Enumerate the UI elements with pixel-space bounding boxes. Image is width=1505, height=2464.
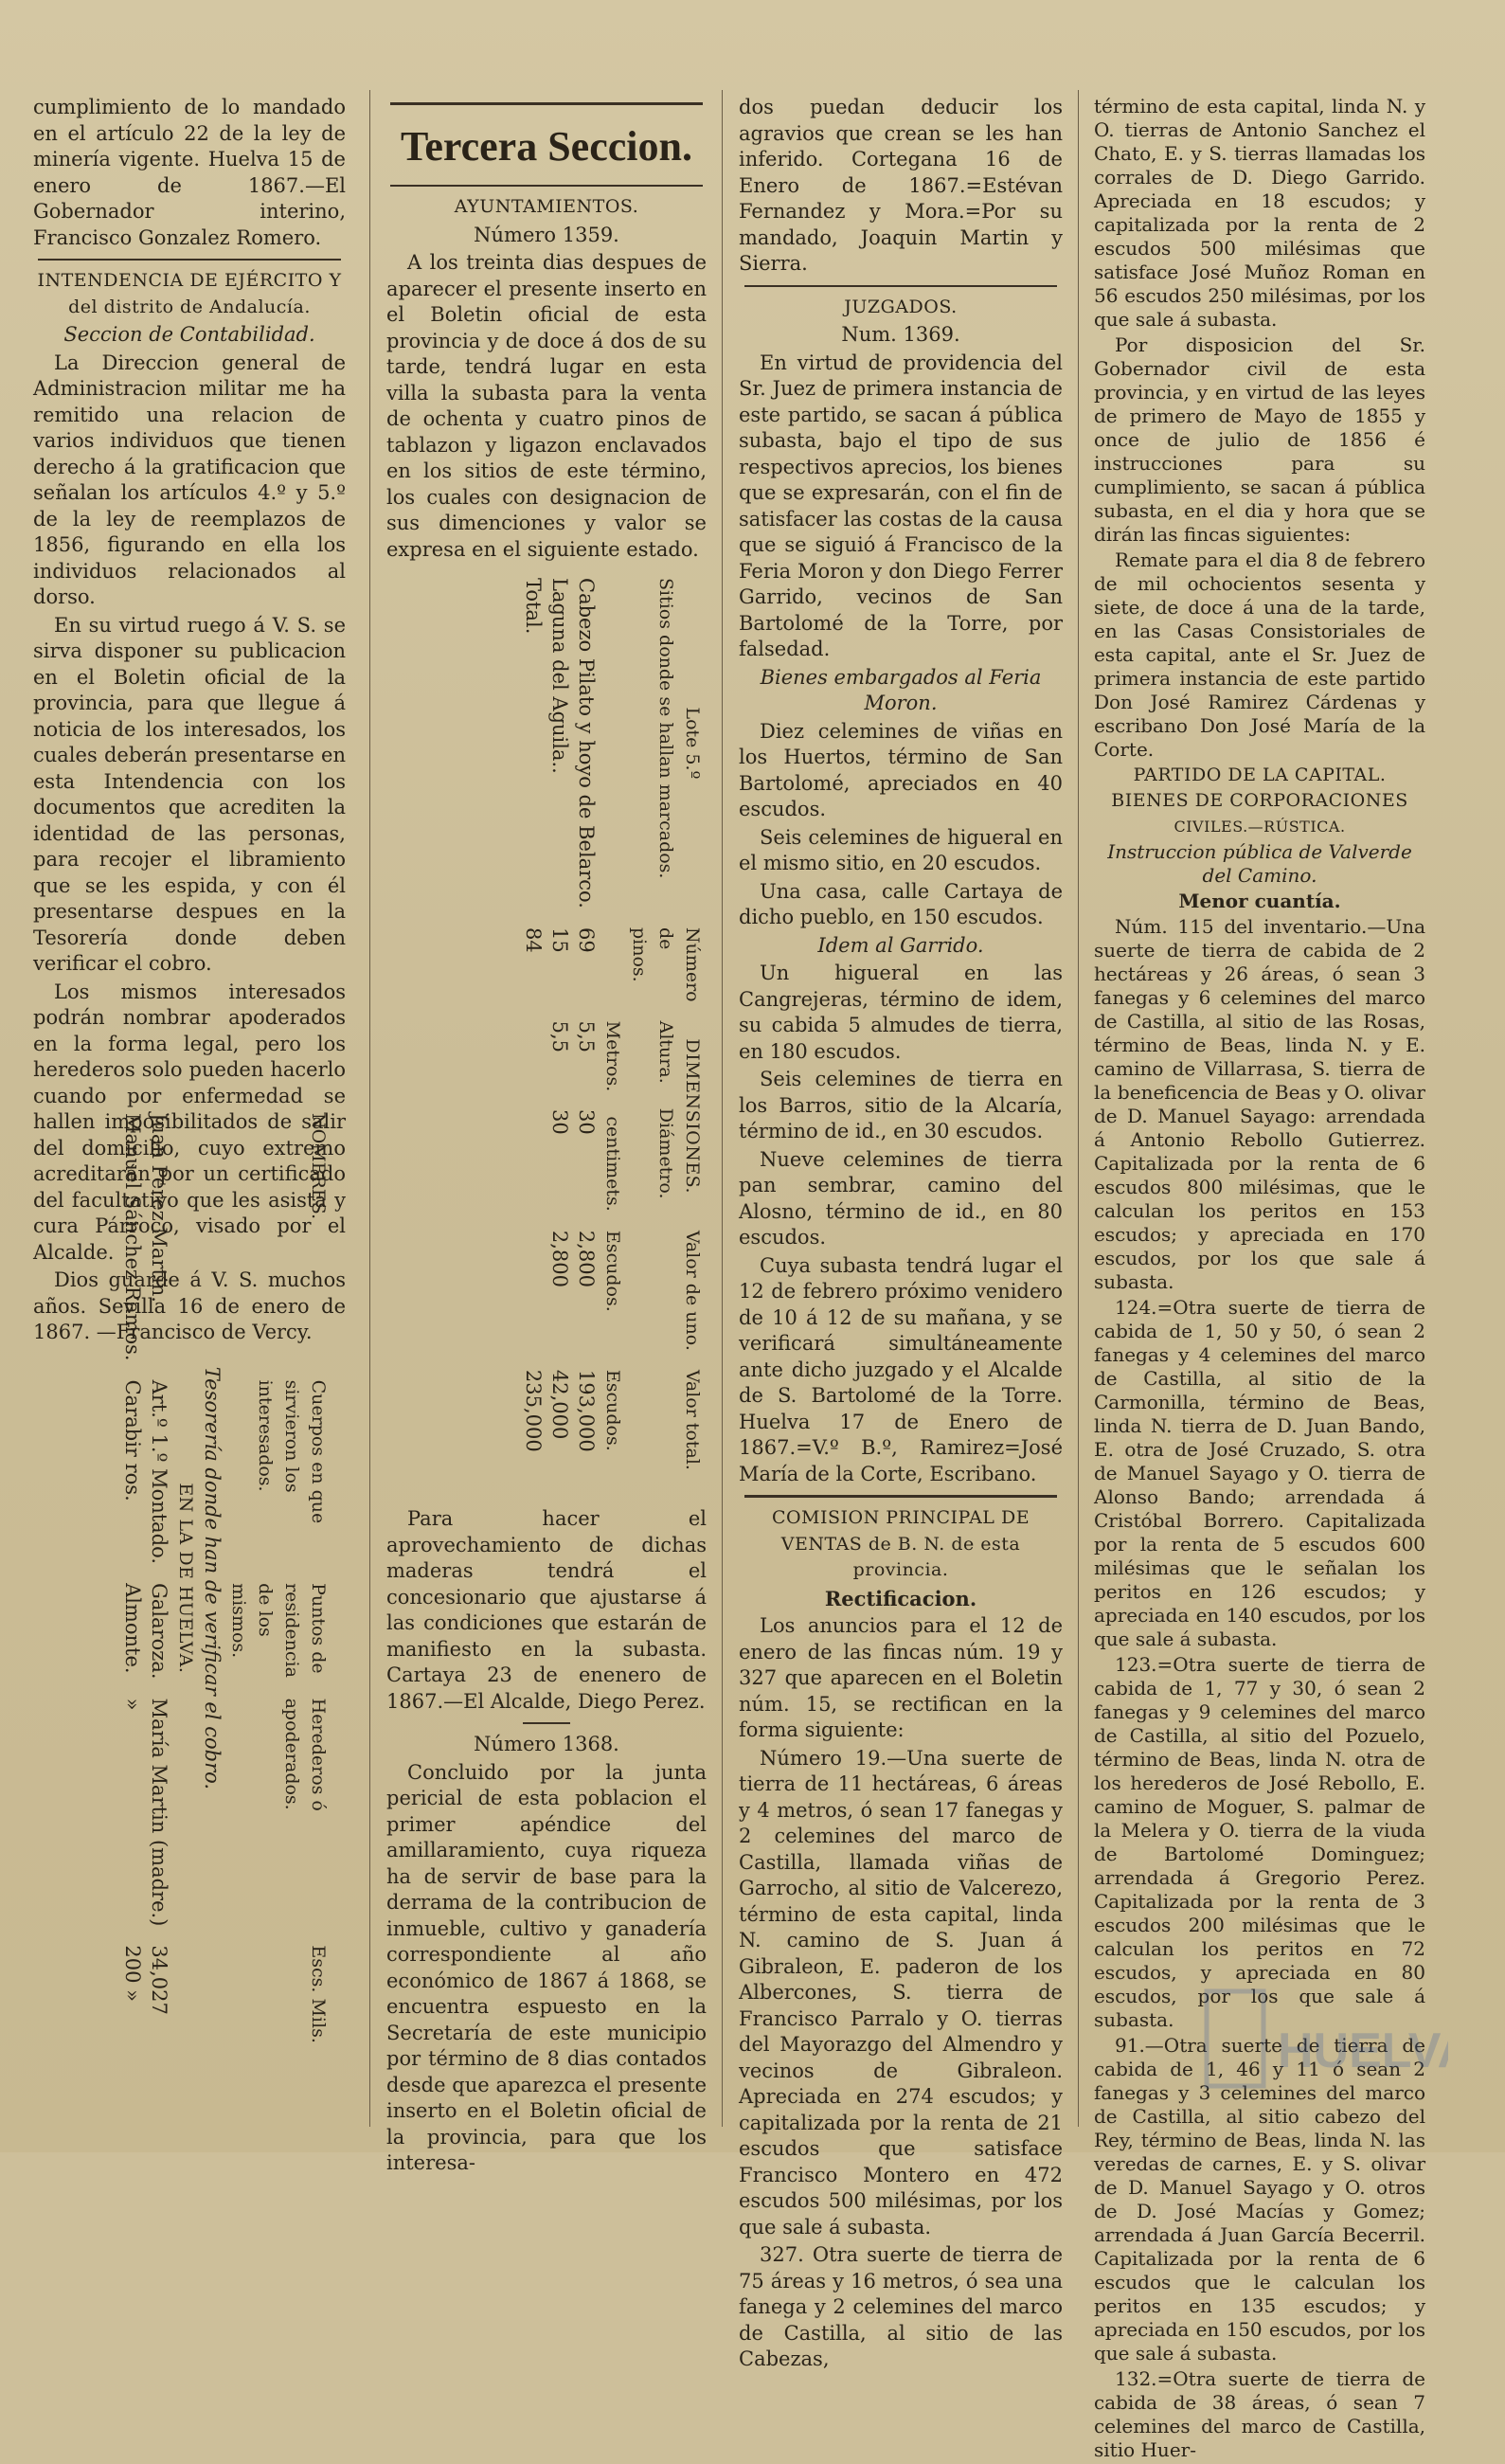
text-paragraph: Concluido por la junta pericial de esta poblacion el primer apéndice del amillaramiento, cuya riqueza ha de servir de base para la derrama de la contribucion de inmueble, cultivo y ganadería correspondiente al año económico de 1867 á 1868, se encuentra espuesto en la Secretaría de este municipio por término de 8 dias contados desde que aparezca el presente inserto en el Boletin oficial de la provincia, para que los interesa- — [386, 1760, 707, 2174]
header-nombres: NOMBRES. — [308, 1113, 329, 1220]
recipients-table — [119, 1104, 331, 2043]
section-heading: CIVILES.—RÚSTICA. — [1174, 818, 1346, 836]
column-divider — [1078, 90, 1079, 2127]
column-divider — [722, 90, 723, 2127]
cell-heredero: María Martin (madre.) — [148, 1698, 170, 1927]
section-title: Tercera Seccion. — [401, 123, 692, 170]
text-paragraph: Cuya subasta tendrá lugar el 12 de febrero próximo venidero de 10 á 12 de su mañana, y se verificará simultáneamente ante dicho juzgado y el Alcalde de S. Bartolomé de la Torre. Huelva 17 de Enero de 1867.=V.º B.º, Ramirez=José María de la Corte, Escribano. — [739, 1253, 1063, 1485]
divider — [390, 102, 703, 105]
text-paragraph: 91.—Otra suerte de tierra de cabida de 1, 46 y 11 ó sean 2 fanegas y 3 celemines del marco de Castilla, al sitio cabezo del Rey, término de Beas, linda N. las veredas de carnes, E. y S. olivar de D. Manuel Sayago y O. otros de D. José Macías y Gomez; arrendada á Juan García Becerril. Capitalizada por la renta de 6 escudos que le calculan los peritos en 135 escudos; y apreciada en 150 escudos, por los que sale á subasta. — [1094, 2034, 1425, 2365]
cell-num: 15 — [548, 926, 571, 953]
text-paragraph: Diez celemines de viñas en los Huertos, término de San Bartolomé, apreciados en 40 escudos. — [739, 719, 1063, 820]
cell-num: 69 — [575, 926, 598, 953]
text-paragraph: Los anuncios para el 12 de enero de las fincas núm. 19 y 327 que aparecen en el Boletin núm. 15, se rectifican en la forma siguiente: — [739, 1614, 1063, 1741]
text-paragraph: Dios guarde á V. S. muchos años. Sevilla 16 de enero de 1867. —Francisco de Vercy. — [33, 1268, 346, 1343]
table-row-total — [520, 568, 546, 1480]
table-row — [573, 568, 600, 1480]
cell-punto: Galaroza. — [148, 1583, 170, 1680]
table-row — [119, 1104, 146, 2053]
cell-alt: 5,5 — [548, 1020, 571, 1053]
diametro-label: Diámetro. — [655, 1107, 676, 1199]
cell-valor: 200 » — [121, 1945, 144, 2002]
subheading: Rectificacion. — [824, 1586, 977, 1610]
header-herederos: Herederos ó apoderados. — [281, 1698, 329, 1811]
table-subheading: Tesorería donde han de verificar el cobro. — [201, 1366, 224, 1790]
text-paragraph: Para hacer el aprovechamiento de dichas maderas tendrá el concesionario que ajustarse á las condiciones que estarán de manifiesto en la subasta. Cartaya 23 de enenero de 1867.—El Alcalde, Diego Perez. — [386, 1507, 707, 1713]
header-sitios-label: Sitios donde se hallan marcados. — [655, 578, 676, 879]
cell-punto: Almonte. — [121, 1583, 144, 1674]
section-subheading: Seccion de Contabilidad. — [63, 323, 315, 346]
section-heading: COMISION PRINCIPAL DE VENTAS de B. N. de esta provincia. — [771, 1507, 1030, 1580]
text-paragraph: término de esta capital, linda N. y O. tierras de Antonio Sanchez el Chato, E. y S. tierras llamadas los corrales de D. Diego Garrido. Apreciada en 18 escudos; y capitalizada por la renta de 2 escudos 500 milésimas que satisface José Muñoz Roman en 56 escudos 250 milésimas, por los que sale á subasta. — [1094, 95, 1425, 331]
text-paragraph: Por disposicion del Sr. Gobernador civil de esta provincia, y en virtud de las leyes de primero de Mayo de 1855 y once de julio de 1856 é instrucciones para su cumplimiento, se sacan á pública subasta, en el dia y hora que se dirán las fincas siguientes: — [1094, 333, 1425, 546]
cell-nombre: Juan Perez Martin. — [148, 1113, 170, 1303]
cell-diam: 30 — [575, 1109, 598, 1135]
cell-alt: 5,5 — [575, 1020, 598, 1053]
text-paragraph: A los treinta dias despues de aparecer el presente inserto en el Boletin oficial de esta provincia y de doce á dos de su tarde, tendrá lugar en esta villa la subasta para la venta de ochenta y cuatro pinos de tablazon y ligazon enclavados en los sitios de este término, los cuales con designacion de sus dimenciones y valor se expresa en el siguiente estado. — [386, 251, 707, 561]
section-heading: AYUNTAMIENTOS. — [454, 196, 639, 217]
text-paragraph: 124.=Otra suerte de tierra de cabida de 1, 50 y 50, ó sean 2 fanegas y 4 celemines del marco de Castilla, al sitio de la Carmonilla, término de Beas, linda N. tierra de D. Juan Bando, E. otra de José Cruzado, S. otra de Manuel Sayago y O. tierra de Alonso Bando; arrendada á Cristóbal Borrero. Capitalizada por la renta de 5 escudos 600 milésimas que le señalan los peritos en 126 escudos; y apreciada en 140 escudos, por los que sale á subasta. — [1094, 1296, 1425, 1650]
column-2-bottom — [386, 1506, 707, 2179]
subheading: Bienes embargados al Feria Moron. — [760, 665, 1042, 714]
cell-sitio: Cabezo Pilato y hoyo de Belarco. — [575, 578, 598, 908]
cell-heredero: » — [121, 1698, 144, 1711]
text-paragraph: dos puedan deducir los agravios que crean se les han inferido. Cortegana 16 de Enero de 1867.=Estévan Fernandez y Mora.=Por su mandado, Joaquin Martin y Sierra. — [739, 96, 1063, 275]
text-paragraph: Una casa, calle Cartaya de dicho pueblo, en 150 escudos. — [739, 879, 1063, 928]
text-paragraph: Número 19.—Una suerte de tierra de 11 hectáreas, 6 áreas y 4 metros, ó sean 17 fanegas y 2 celemines del marco de Castilla, llamada viñas de Garrocho, al sitio de Valcerezo, término de esta capital, linda N. camino de S. Juan á Gibraleon, E. paderon de los Albercones, S. tierra de Francisco Parralo y O. tierras del Mayorazgo del Almendro y vecinos de Gibraleon. Apreciada en 274 escudos; y capitalizada por la renta de 21 escudos que satisface Francisco Montero en 472 escudos 500 milésimas, por los que sale á subasta. — [739, 1746, 1063, 2239]
divider — [390, 185, 703, 187]
unit-escudos: Escudos. — [602, 1369, 623, 1451]
cell-vu: 2,800 — [548, 1230, 571, 1287]
notice-number: Número 1359. — [474, 223, 619, 246]
divider — [523, 1722, 570, 1724]
table-subheading: EN LA DE HUELVA. — [175, 1483, 196, 1674]
text-paragraph: Núm. 115 del inventario.—Una suerte de tierra de cabida de 2 hectáreas y 26 áreas, ó sean 3 fanegas y 6 celemines del marco de Castilla, al sitio de las Rosas, término de Beas, linda N. y E. camino de Villarrasa, S. tierra de la beneficencia de Beas y O. olivar de D. Manuel Sayago: arrendada á Antonio Rebollo Gutierrez. Capitalizada por la renta de 6 escudos 800 milésimas, que le calculan los peritos en 153 escudos; y apreciada en 170 escudos, por los que sale á subasta. — [1094, 915, 1425, 1293]
section-heading: PARTIDO DE LA CAPITAL. — [1133, 764, 1387, 785]
text-paragraph: La Direccion general de Administracion militar me ha remitido una relacion de varios individuos que tienen derecho á la gratificacion que señalan los artículos 4.º y 5.º de la ley de reemplazos de 1856, figurando en ella los individuos relacionados al dorso. — [33, 351, 346, 608]
section-heading: JUZGADOS. — [844, 296, 958, 317]
cell-valor: 34,027 — [148, 1945, 170, 2015]
cell-vt: 235,000 — [522, 1369, 545, 1452]
cell-vt: 193,000 — [575, 1369, 598, 1452]
unit-metros: Metros. — [602, 1020, 623, 1092]
text-paragraph: Nueve celemines de tierra pan sembrar, camino del Alosno, término de id., en 80 escudos. — [739, 1147, 1063, 1249]
text-paragraph: cumplimiento de lo mandado en el artículo 22 de la ley de minería vigente. Huelva 15 de enero de 1867.—El Gobernador interino, Francisco Gonzalez Romero. — [33, 96, 346, 249]
table-row — [146, 1104, 172, 2053]
header-dimensiones — [626, 1012, 706, 1221]
notice-number: Número 1368. — [474, 1733, 619, 1755]
header-cuerpos: Cuerpos en que sirvieron los interesados. — [255, 1379, 329, 1524]
lote-label: Lote 5.º — [682, 707, 703, 780]
cell-vu: 2,800 — [575, 1230, 598, 1287]
header-valor-total: Valor total. — [682, 1369, 703, 1470]
pinos-table — [520, 568, 706, 1470]
text-paragraph: 327. Otra suerte de tierra de 75 áreas y 16 metros, ó sea una fanega y 2 celemines del marco de Castilla, al sitio de las Cabezas, — [739, 2243, 1063, 2370]
text-paragraph: En virtud de providencia del Sr. Juez de primera instancia de este partido, se sacan á pública subasta, bajo el tipo de sus respectivos aprecios, los bienes que se expresarán, con el fin de satisfacer las costas de la causa que se siguió á Francisco de la Feria Moron y don Diego Ferrer Garrido, vecinos de San Bartolomé de la Torre, por falsedad. — [739, 351, 1063, 660]
subheading: Menor cuantía. — [1178, 890, 1341, 912]
column-2 — [386, 95, 707, 565]
dimensiones-label: DIMENSIONES. — [682, 1038, 703, 1195]
text-paragraph: Un higueral en las Cangrejeras, término de idem, su cabida 5 almudes de tierra, en 180 escudos. — [739, 962, 1063, 1063]
divider — [744, 285, 1057, 287]
cell-sitio: Total. — [522, 578, 545, 635]
header-sitios — [626, 568, 706, 918]
text-paragraph: Seis celemines de higueral en el mismo sitio, en 20 escudos. — [739, 825, 1063, 874]
text-paragraph: En su virtud ruego á V. S. se sirva disponer su publicacion en el Boletin oficial de la provincia, para que llegue á noticia de los interesados, los cuales deberán presentarse en esta Intendencia con los documentos que acrediten la identidad de las personas, para recojer el libramiento que se les espida, y con él presentarse despues en la Tesorería donde deben verificar el cobro. — [33, 613, 346, 975]
watermark-text: HUELV — [1278, 2023, 1438, 2078]
text-paragraph: Seis celemines de tierra en los Barros, sitio de la Alcaría, término de id., en 30 escudos. — [739, 1068, 1063, 1142]
altura-label: Altura. — [655, 1020, 676, 1084]
cell-diam: 30 — [548, 1109, 571, 1135]
text-paragraph: Remate para el dia 8 de febrero de mil ochocientos sesenta y siete, de doce á una de la tarde, en las Casas Consistoriales de esta capital, ante el Sr. Juez de primera instancia de este partido Don José Ramirez Cárdenas y escribano Don José María de la Corte. — [1094, 549, 1425, 761]
header-puntos: Puntos de residencia de los mismos. — [228, 1583, 329, 1678]
divider — [744, 1495, 1057, 1498]
header-valor-uno: Valor de uno. — [682, 1230, 703, 1351]
unit-cent: centimets. — [602, 1116, 623, 1212]
section-heading: BIENES DE CORPORACIONES — [1111, 790, 1408, 811]
cell-nombre: Manuel Sánchez Ramos. — [121, 1113, 144, 1361]
divider — [38, 259, 341, 261]
text-paragraph: 132.=Otra suerte de tierra de cabida de 38 áreas, ó sean 7 celemines del marco de Castilla, sitio Huer- — [1094, 2367, 1425, 2461]
cell-cuerpo: Carabir ros. — [121, 1379, 144, 1502]
subheading: Instruccion pública de Valverde del Camino. — [1107, 840, 1412, 887]
text-paragraph: Los mismos interesados podrán nombrar apoderados en la forma legal, pero los herederos solo pueden hacerlo cuando por enfermedad se hallen imposibilitados de salir del domicilio, cuyo extremo acreditarán por un certificado del facultativo que les asista y cura Párroco, visado por el Alcalde. — [33, 980, 346, 1264]
cell-cuerpo: Art.º 1.º Montado. — [148, 1379, 170, 1565]
subheading: Idem al Garrido. — [817, 933, 984, 957]
column-divider — [369, 90, 370, 2127]
notice-number: Num. 1369. — [841, 323, 960, 346]
table-row — [546, 568, 573, 1480]
cell-num: 84 — [522, 926, 545, 953]
header-escudos: Escs. Mils. — [308, 1945, 329, 2043]
watermark-logo-icon — [1202, 1982, 1448, 2095]
cell-sitio: Laguna del Aguila.. — [548, 578, 571, 774]
section-heading: INTENDENCIA DE EJÉRCITO Y del distrito de Andalucía. — [37, 270, 342, 317]
column-4 — [1094, 95, 1425, 2464]
cell-vt: 42,000 — [548, 1369, 571, 1440]
archive-watermark — [1202, 1982, 1448, 2095]
header-num: Número de pinos. — [629, 926, 703, 1002]
text-paragraph: 123.=Otra suerte de tierra de cabida de 1, 77 y 30, ó sean 2 fanegas y 9 celemines del marco de Castilla, al sitio del Pozuelo, término de Beas, linda N. otra de los herederos de José Rebollo, E. camino de Moguer, S. palmar de la Melera y O. tierra de la viuda de Bartolomé Dominguez; arrendada á Gregorio Perez. Capitalizada por la renta de 3 escudos 200 milésimas que le calculan los peritos en 72 escudos, y apreciada en 80 escudos, por los que sale á subasta. — [1094, 1653, 1425, 2031]
column-3 — [739, 95, 1063, 2375]
unit-escudos: Escudos. — [602, 1230, 623, 1312]
